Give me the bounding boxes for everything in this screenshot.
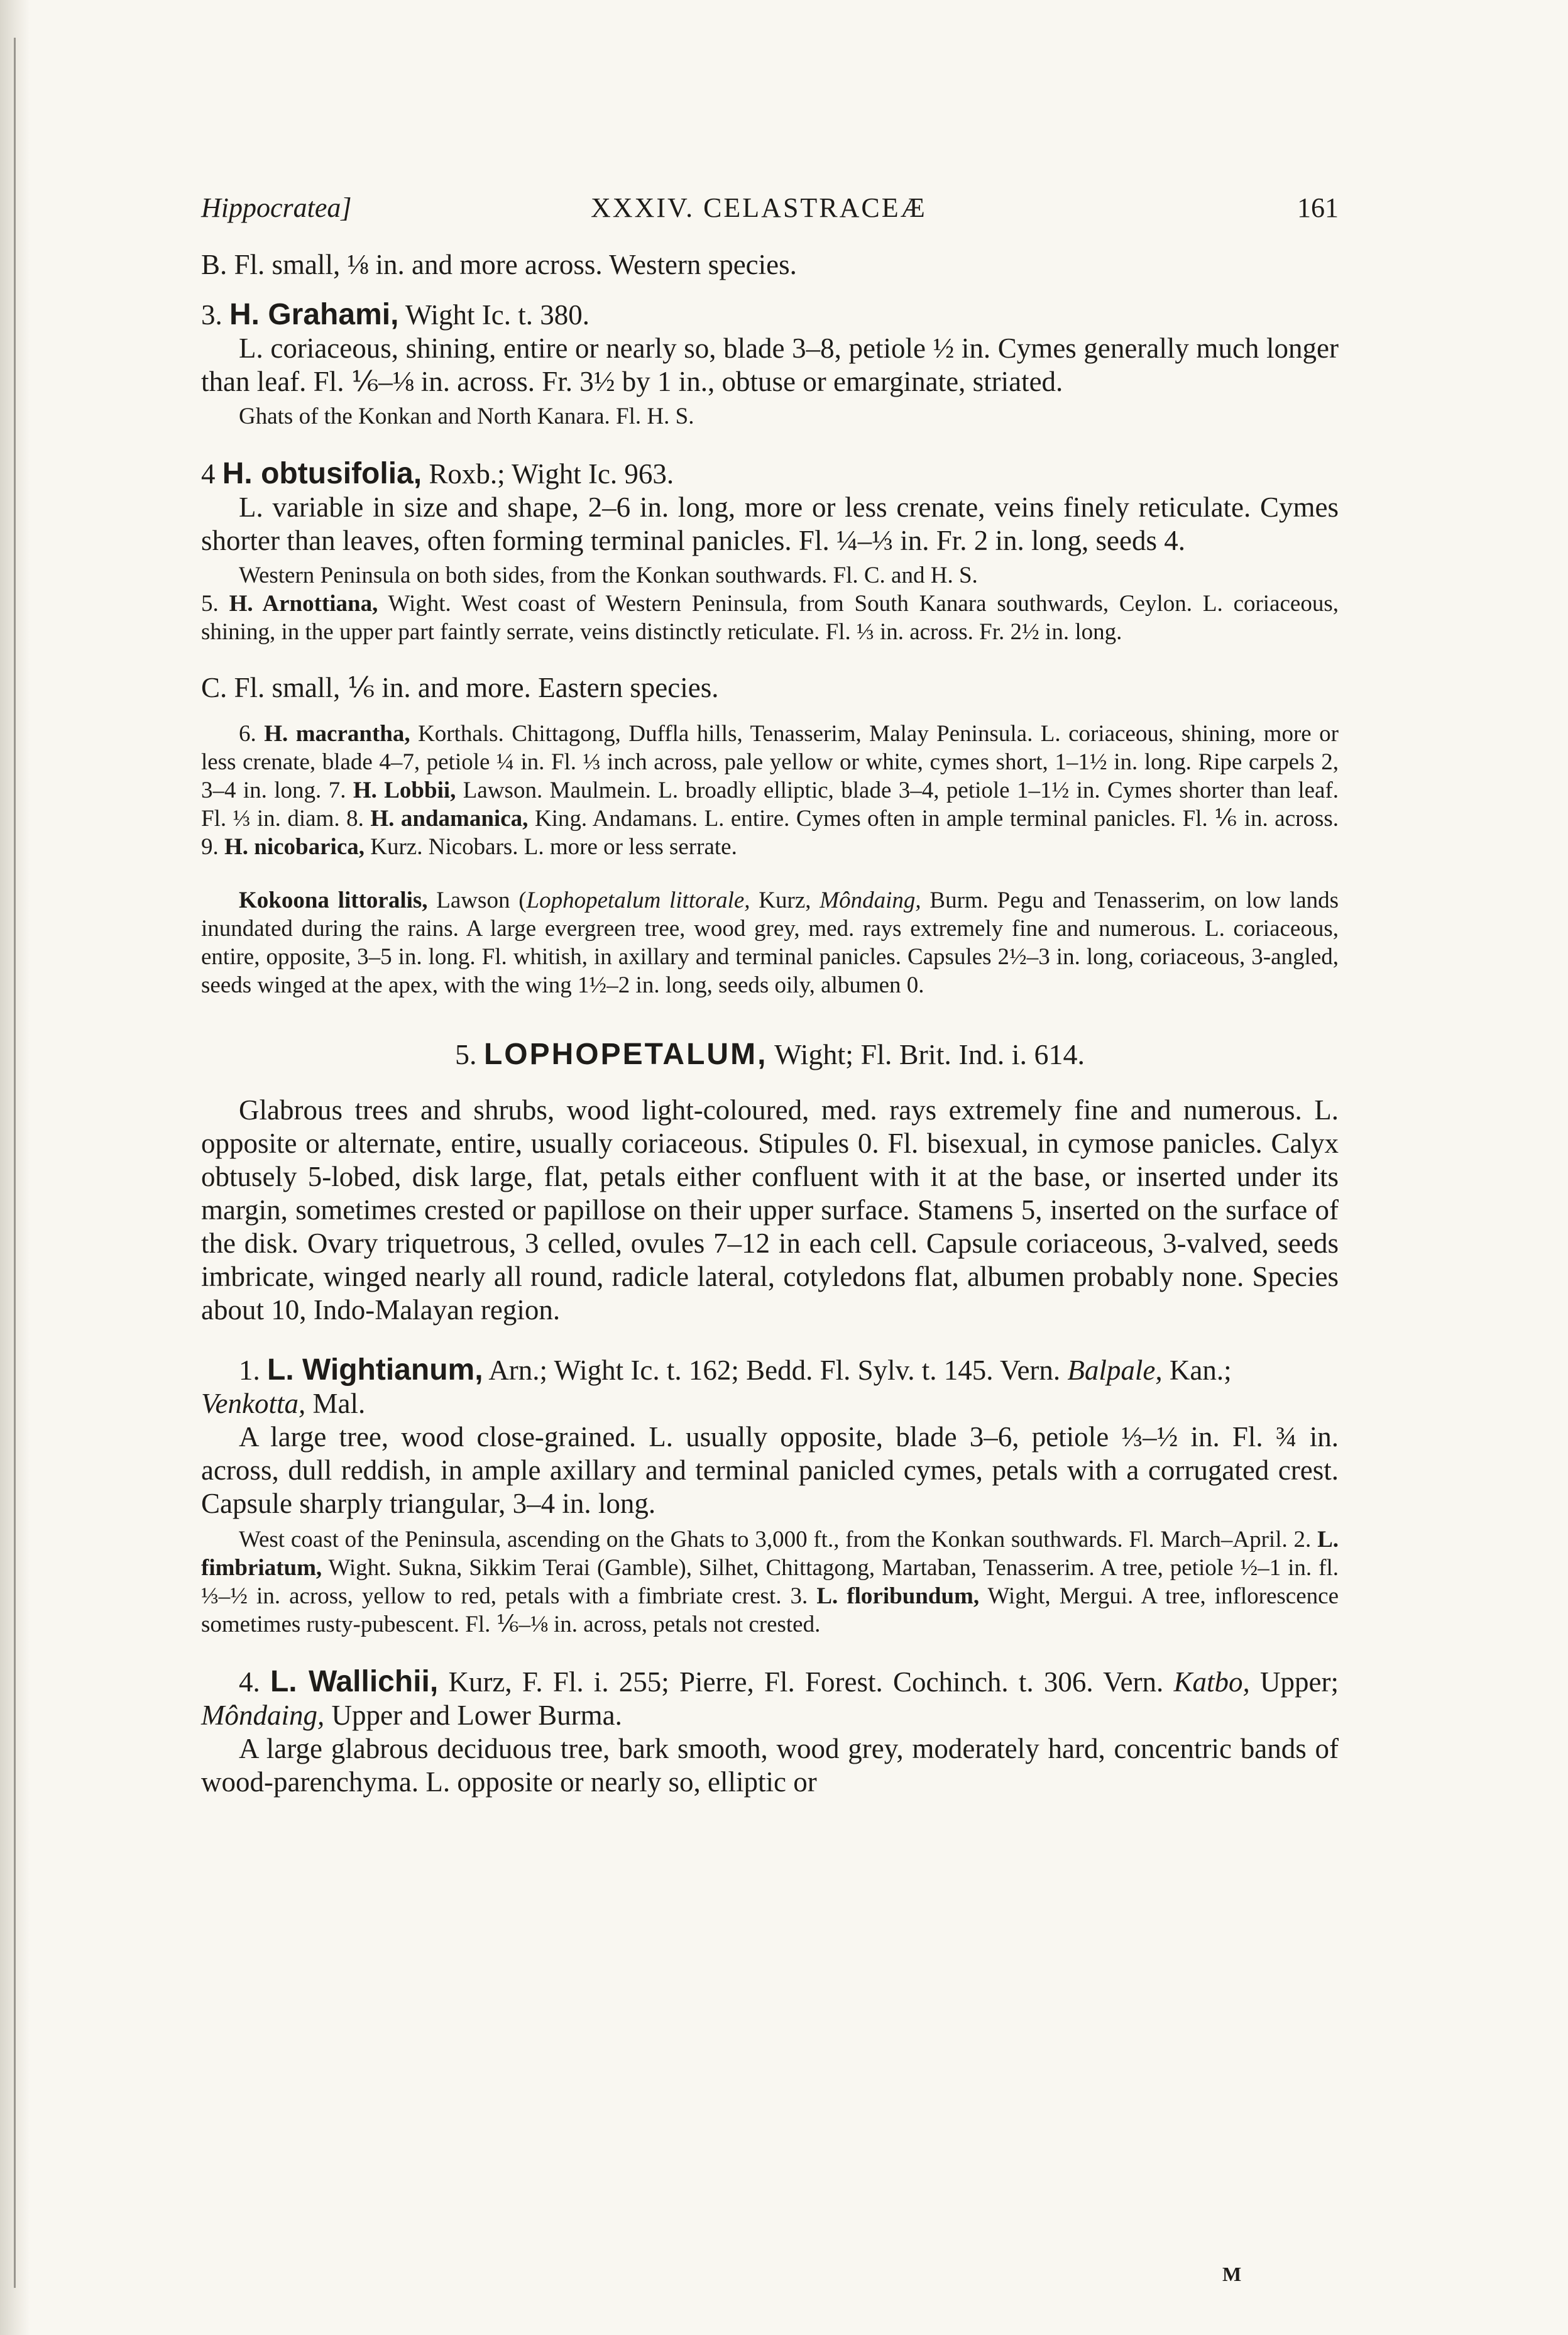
minor-species-name: H. macrantha, [264,721,410,747]
running-head-left: Hippocratea] [201,192,352,223]
running-head-family: XXXIV. CELASTRACEÆ [591,192,927,223]
species-distribution: Western Peninsula on both sides, from the Konkan southwards. Fl. C. and H. S. [239,563,978,588]
species-distribution: West coast of the Peninsula, ascending on the Ghats to 3,000 ft., from the Konkan southwards. Fl. March–April. [239,1527,1288,1552]
running-head [201,192,1339,236]
section-c-heading: C. Fl. small, ⅙ in. and more. Eastern species. [201,672,719,703]
citation: Roxb.; Wight Ic. 963. [429,458,674,490]
minor-species-text: Wight, Mergui. A tree, inflorescence sometimes rusty-pubescent. Fl. ⅙–⅛ in. across, petals not crested. [201,1583,1339,1637]
section-b-heading: B. Fl. small, ⅛ in. and more across. Western species. [201,249,797,280]
minor-species-number: 2. [1293,1527,1312,1552]
entry-heading [201,298,1339,332]
genus-heading [201,1037,1339,1072]
kokoona-author: Lawson ( [436,887,527,913]
entry-h-obtusifolia [201,457,1339,646]
vernacular-name: Venkotta, [201,1388,306,1419]
kokoona-synonym-author: Kurz, [759,887,811,913]
species-name: H. Grahami, [229,298,399,331]
species-description: L. coriaceous, shining, entire or nearly so, blade 3–8, petiole ½ in. Cymes generally much longer than leaf. Fl. ⅙–⅛ in. across. Fr. 3½ by 1 in., obtuse or emarginate, striated. [201,332,1339,397]
citation: Arn.; Wight Ic. t. 162; Bedd. Fl. Sylv. t. 145. [488,1354,994,1386]
entry-h-grahami [201,298,1339,431]
citation: Wight Ic. t. 380. [405,299,589,331]
species-description: L. variable in size and shape, 2–6 in. long, more or less crenate, veins finely reticulate. Cymes shorter than leaves, often forming terminal panicles. Fl. ¼–⅓ in. Fr. 2 in. long, seeds 4. [201,492,1339,556]
minor-species-text: Wight. Sukna, Sikkim Terai (Gamble), Silhet, Chittagong, Martaban, Tenasserim. A tree, petiole ½–1 in. fl. ⅓–½ in. across, yellow to red, petals with a fimbriate crest. [201,1555,1339,1609]
species-name: L. Wallichii, [270,1665,439,1698]
species-distribution-paragraph [201,1525,1339,1639]
entry-heading [201,1665,1339,1732]
binding-edge-line [14,38,16,2288]
minor-species-number: 5. [201,591,219,617]
minor-species-name: L. fimbriatum, [201,1527,1339,1581]
citation: Kurz, F. Fl. i. 255; Pierre, Fl. Forest. Cochinch. t. 306. [448,1666,1094,1698]
vernacular-name: Môndaing, [201,1700,325,1731]
minor-species-text: Kurz. Nicobars. L. more or less serrate. [370,834,737,860]
species-description: A large glabrous deciduous tree, bark smooth, wood grey, moderately hard, concentric bands of wood-parenchyma. L. opposite or nearly so, elliptic or [201,1733,1339,1798]
vernacular-label: Vern. [999,1354,1061,1386]
minor-species-text: Wight. West coast of Western Peninsula, from South Kanara southwards, Ceylon. L. coriaceous, shining, in the upper part faintly serrate, veins distinctly reticulate. Fl. ⅓ in. across. Fr. 2½ in. long. [201,591,1339,645]
vernacular-label: Vern. [1103,1666,1164,1698]
kokoona-paragraph [201,886,1339,999]
species-name: L. Wightianum, [267,1353,483,1387]
minor-species-text: King. Andamans. L. entire. Cymes often in ample terminal panicles. Fl. ⅙ in. across. [534,806,1339,832]
book-binding-shadow [0,0,30,2335]
kokoona-synonym: Lophopetalum littorale, [526,887,750,913]
minor-species-text: Korthals. Chittagong, Duffla hills, Tenasserim, Malay Peninsula. L. coriaceous, shining, more or less crenate, blade 4–7, petiole ¼ in. Fl. ⅓ inch across, pale yellow or white, cymes short, 1–1½ in. long. Ripe carpels 2, 3–4 in. long. [201,721,1339,803]
vernacular-language: Upper and Lower Burma. [331,1700,622,1731]
kokoona-name: Kokoona littoralis, [239,887,428,913]
genus-citation: Wight; Fl. Brit. Ind. i. 614. [774,1038,1085,1070]
minor-species-name: H. Lobbii, [353,777,456,803]
minor-species-number: 3. [790,1583,808,1609]
text-column [201,192,1339,1799]
eastern-species-paragraph [201,720,1339,861]
entry-heading [201,457,1339,491]
minor-species-number: 8. [346,806,364,832]
entry-l-wightianum [201,1353,1339,1639]
vernacular-language: Upper; [1260,1666,1339,1698]
entry-number: 4. [239,1666,260,1698]
minor-species-name: H. Arnottiana, [229,591,378,617]
minor-species-name: H. nicobarica, [224,834,365,860]
entry-number: 3. [201,299,222,331]
vernacular-name: Balpale, [1067,1354,1163,1386]
minor-species-text: Lawson. Maulmein. L. broadly elliptic, blade 3–4, petiole 1–1½ in. Cymes shorter than leaf. Fl. ⅓ in. diam. [201,777,1339,832]
kokoona-vernacular: Môndaing, [820,887,921,913]
minor-species-number: 7. [328,777,346,803]
minor-species-name: L. floribundum, [816,1583,980,1609]
vernacular-language: Mal. [312,1388,366,1419]
minor-species-name: H. andamanica, [370,806,529,832]
entry-l-wallichii [201,1665,1339,1799]
vernacular-language: Kan.; [1169,1354,1232,1386]
kokoona-text: Burm. Pegu and Tenasserim, on low lands inundated during the rains. A large evergreen tree, wood grey, med. rays extremely fine and numerous. L. coriaceous, entire, opposite, 3–5 in. long. Fl. whitish, in axillary and terminal panicles. Capsules 2½–3 in. long, coriaceous, 3-angled, seeds winged at the apex, with the wing 1½–2 in. long, seeds oily, albumen 0. [201,887,1339,998]
vernacular-name: Katbo, [1173,1666,1250,1698]
entry-number: 4 [201,458,216,490]
entry-number: 1. [239,1354,260,1386]
species-name: H. obtusifolia, [222,457,422,490]
minor-species-number: 9. [201,834,219,860]
species-description: A large tree, wood close-grained. L. usually opposite, blade 3–6, petiole ⅓–½ in. Fl. ¾ in. across, dull reddish, in ample axillary and terminal panicled cymes, petals with a corrugated crest. Capsule sharply triangular, 3–4 in. long. [201,1421,1339,1519]
minor-species-arnottiana [201,590,1339,646]
page-number: 161 [1297,192,1339,223]
minor-species-number: 6. [239,721,256,747]
genus-name: LOPHOPETALUM, [483,1038,768,1071]
entry-heading [201,1353,1339,1420]
genus-description: Glabrous trees and shrubs, wood light-coloured, med. rays extremely fine and numerous. L. opposite or alternate, entire, usually coriaceous. Stipules 0. Fl. bisexual, in cymose panicles. Calyx obtusely 5-lobed, disk large, flat, petals either confluent with it at the base, or inserted under its margin, sometimes crested or papillose on their upper surface. Stamens 5, inserted on the surface of the disk. Ovary triquetrous, 3 celled, ovules 7–12 in each cell. Capsule coriaceous, 3-valved, seeds imbricate, winged nearly all round, radicle lateral, cotyledons flat, albumen probably none. Species about 10, Indo-Malayan region. [201,1094,1339,1326]
species-distribution: Ghats of the Konkan and North Kanara. Fl. H. S. [239,404,694,429]
signature-mark: M [1222,2263,1242,2285]
genus-number: 5. [454,1038,477,1070]
